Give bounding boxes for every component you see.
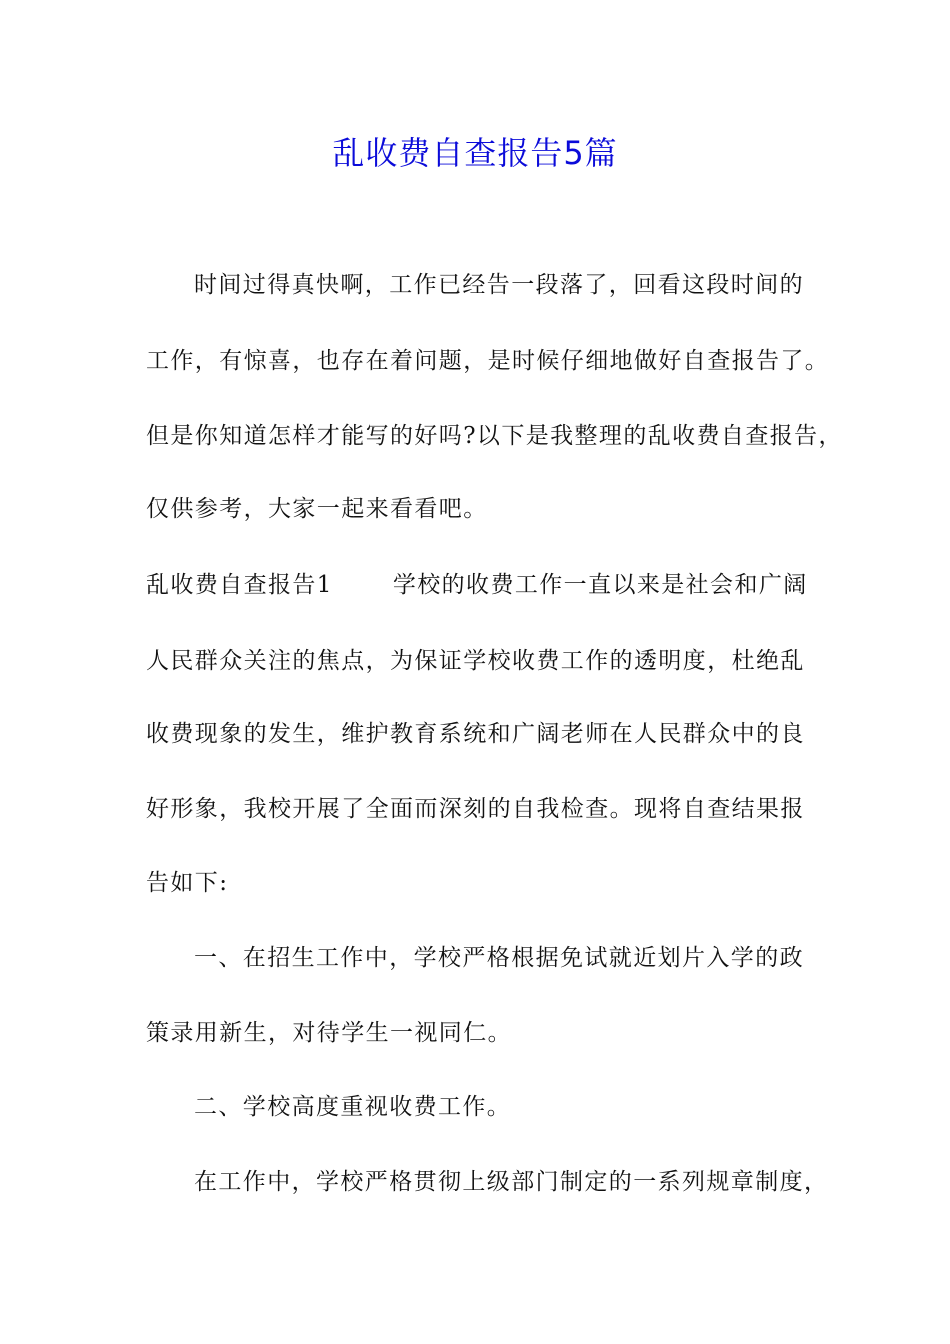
paragraph-line: 学校的收费工作一直以来是社会和广阔 [392, 572, 808, 598]
paragraph-line: 收费现象的发生，维护教育系统和广阔老师在人民群众中的良 [146, 721, 805, 747]
section-heading: 乱收费自查报告1 [146, 572, 333, 598]
document-title: 乱收费自查报告5篇 [332, 134, 618, 172]
paragraph-line: 好形象，我校开展了全面而深刻的自我检查。现将自查结果报 [146, 796, 805, 822]
paragraph-line: 一、在招生工作中，学校严格根据免试就近划片入学的政 [194, 945, 804, 971]
paragraph-line: 在工作中，学校严格贯彻上级部门制定的一系列规章制度， [194, 1169, 829, 1195]
paragraph-line: 工作，有惊喜，也存在着问题，是时候仔细地做好自查报告了。 [146, 348, 830, 374]
section-heading-line [146, 570, 808, 600]
paragraph-line: 二、学校高度重视收费工作。 [194, 1094, 512, 1120]
paragraph-line: 时间过得真快啊，工作已经告一段落了，回看这段时间的 [194, 272, 804, 298]
paragraph-line: 策录用新生，对待学生一视同仁。 [146, 1020, 512, 1046]
paragraph-line: 人民群众关注的焦点，为保证学校收费工作的透明度，杜绝乱 [146, 648, 805, 674]
paragraph-line: 仅供参考，大家一起来看看吧。 [146, 496, 488, 522]
paragraph-line: 告如下: [146, 870, 229, 896]
paragraph-line: 但是你知道怎样才能写的好吗?以下是我整理的乱收费自查报告， [146, 423, 843, 449]
